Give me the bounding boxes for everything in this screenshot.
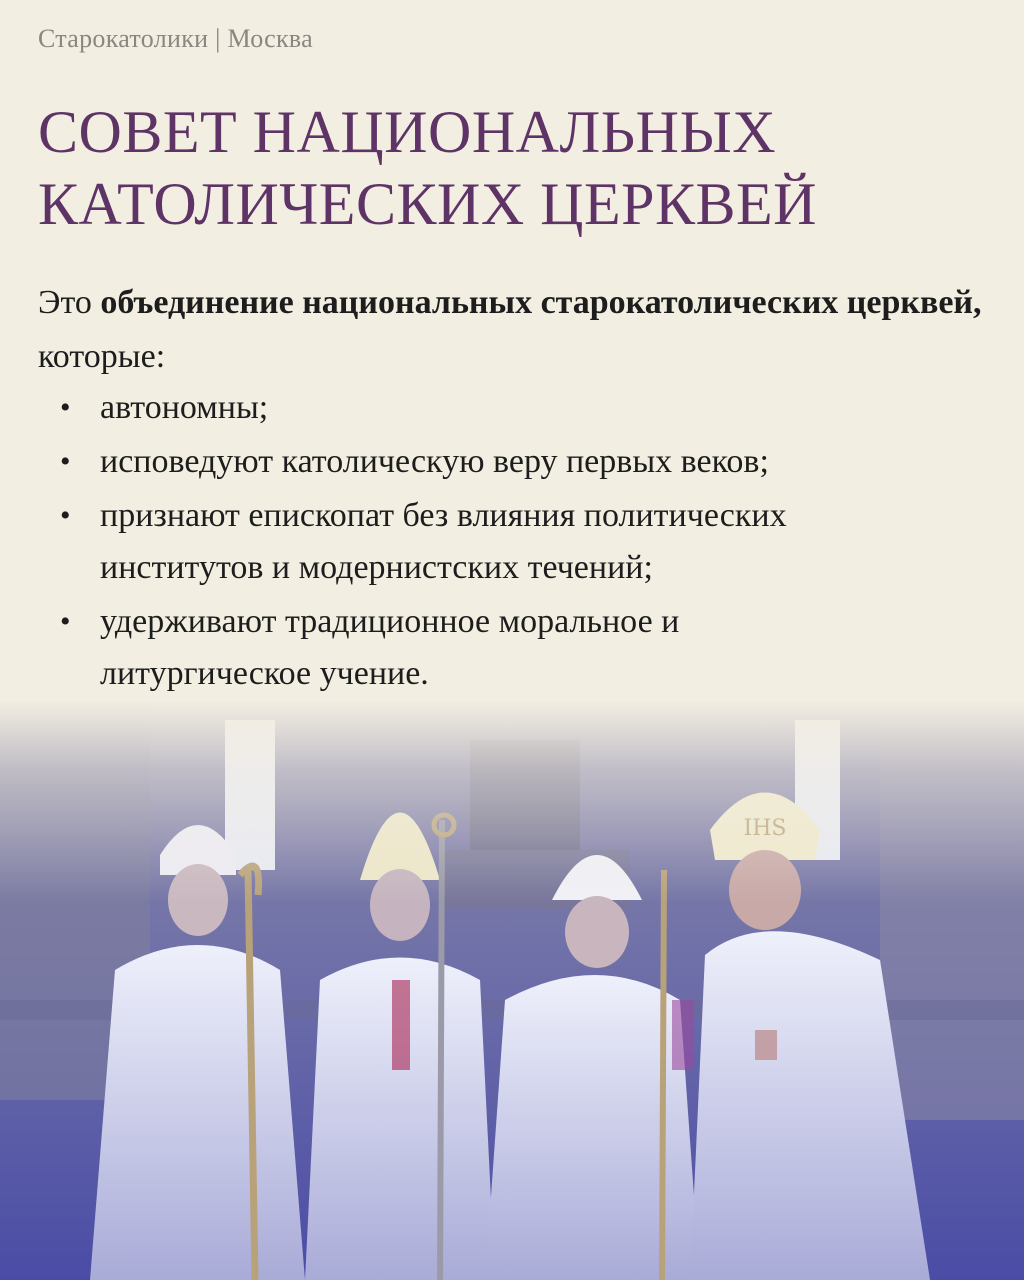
intro-suffix: которые:	[38, 338, 166, 375]
title-line-1: СОВЕТ НАЦИОНАЛЬНЫХ	[38, 99, 777, 165]
bishops-photo	[0, 700, 1024, 1280]
bullet-icon: •	[60, 391, 71, 424]
list-item: • автономны;	[38, 382, 998, 434]
page-title	[38, 96, 998, 240]
intro-bold: объединение национальных старокатолических церквей,	[100, 284, 982, 321]
intro-prefix: Это	[38, 284, 101, 321]
bullet-icon: •	[60, 445, 71, 478]
intro-paragraph	[38, 276, 988, 384]
bullet-icon: •	[60, 605, 71, 638]
list-item: • признают епископат без влияния политических институтов и модернистских течений;	[38, 490, 930, 594]
title-line-2: КАТОЛИЧЕСКИХ ЦЕРКВЕЙ	[38, 171, 818, 237]
points-list	[38, 382, 998, 702]
list-item: • исповедуют католическую веру первых веков;	[38, 436, 998, 488]
bullet-icon: •	[60, 499, 71, 532]
header-kicker: Старокатолики | Москва	[38, 24, 314, 53]
list-item: • удерживают традиционное моральное и литургическое учение.	[38, 596, 800, 700]
